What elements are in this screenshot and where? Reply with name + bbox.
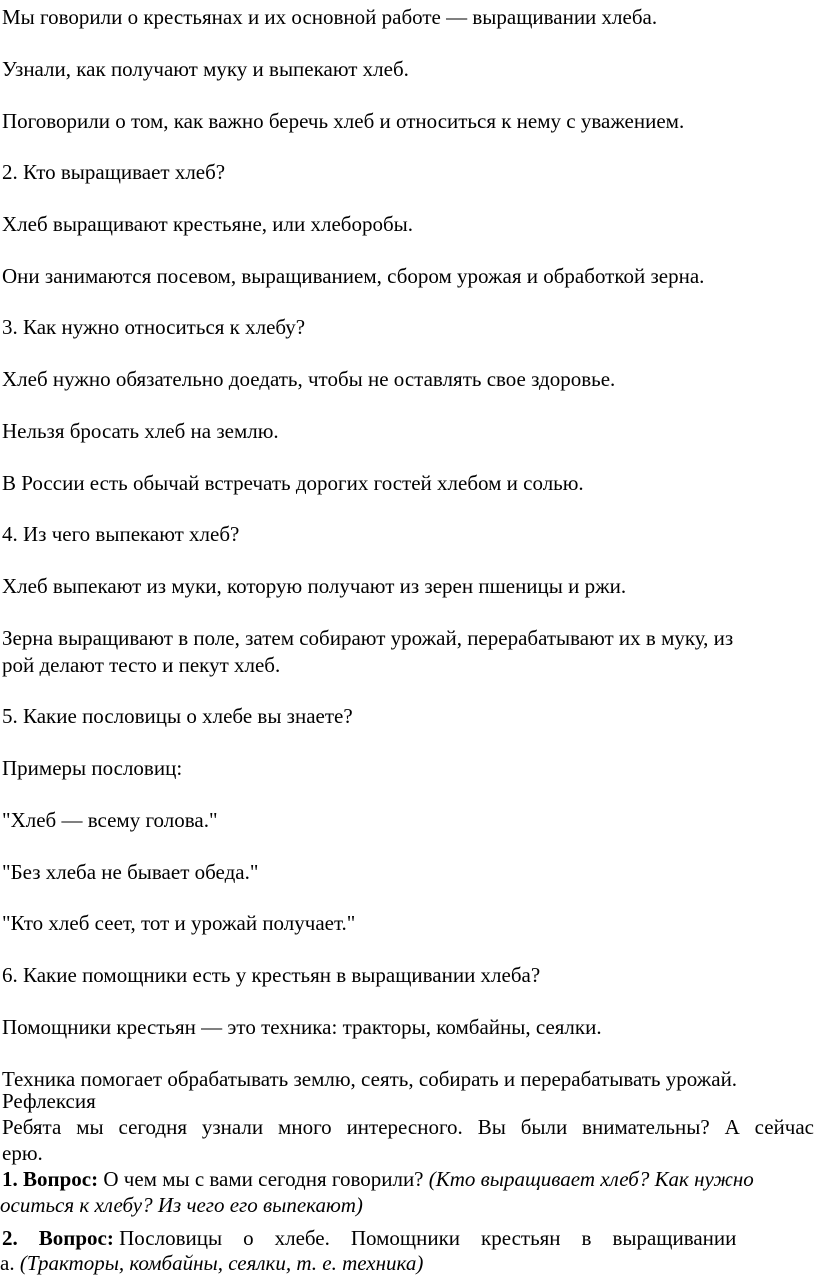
text-line: Они занимаются посевом, выращиванием, сбором урожая и обработкой зерна. (2, 264, 705, 288)
text-line: Помощники крестьян — это техника: тракторы, комбайны, сеялки. (2, 1015, 602, 1039)
question-heading: 5. Какие пословицы о хлебе вы знаете? (2, 704, 353, 728)
text-line: Примеры пословиц: (2, 756, 183, 780)
question-2-answer: а. (Тракторы, комбайны, сеялки, т. е. техника) (0, 1251, 424, 1275)
question-1-text: О чем мы с вами сегодня говорили? (98, 1167, 429, 1191)
question-1-answer-cont: оситься к хлебу? Из чего его выпекают) (0, 1193, 363, 1217)
text-line: Мы говорили о крестьянах и их основной работе — выращивании хлеба. (2, 5, 658, 29)
reflection-heading: Рефлексия (2, 1089, 96, 1113)
text-line: Хлеб выпекают из муки, которую получают из зерен пшеницы и ржи. (2, 574, 627, 598)
question-2-text: Пословицы о хлебе. Помощники крестьян в выращивании (113, 1226, 737, 1250)
question-heading: 4. Из чего выпекают хлеб? (2, 522, 240, 546)
text-line: Зерна выращивают в поле, затем собирают урожай, перерабатывают их в муку, из (2, 626, 734, 650)
question-heading: 3. Как нужно относиться к хлебу? (2, 315, 306, 339)
text-line: В России есть обычай встречать дорогих гостей хлебом и солью. (2, 471, 584, 495)
question-1 (2, 1166, 754, 1192)
text-line: Узнали, как получают муку и выпекают хлеб. (2, 57, 409, 81)
reflection-text: Ребята мы сегодня узнали много интересного. Вы были внимательны? А сейчас (2, 1115, 814, 1139)
proverb: "Хлеб — всему голова." (2, 808, 218, 832)
proverb: "Кто хлеб сеет, тот и урожай получает." (2, 911, 356, 935)
text-line: Нельзя бросать хлеб на землю. (2, 419, 279, 443)
text-line: Хлеб нужно обязательно доедать, чтобы не оставлять свое здоровье. (2, 367, 616, 391)
text-line: Хлеб выращивают крестьяне, или хлеборобы. (2, 212, 414, 236)
question-2 (2, 1225, 736, 1251)
question-1-label: 1. Вопрос: (2, 1167, 99, 1191)
reflection-text: ерю. (2, 1141, 43, 1165)
proverb: "Без хлеба не бывает обеда." (2, 860, 259, 884)
question-1-answer: (Кто выращивает хлеб? Как нужно (428, 1167, 754, 1191)
question-heading: 6. Какие помощники есть у крестьян в выращивании хлеба? (2, 963, 541, 987)
text-line: Поговорили о том, как важно беречь хлеб и относиться к нему с уважением. (2, 109, 685, 133)
text-line: Техника помогает обрабатывать землю, сеять, собирать и перерабатывать урожай. (2, 1067, 738, 1091)
question-heading: 2. Кто выращивает хлеб? (2, 160, 226, 184)
question-2-label: 2. Вопрос: (2, 1226, 114, 1250)
text-line: рой делают тесто и пекут хлеб. (2, 653, 281, 677)
